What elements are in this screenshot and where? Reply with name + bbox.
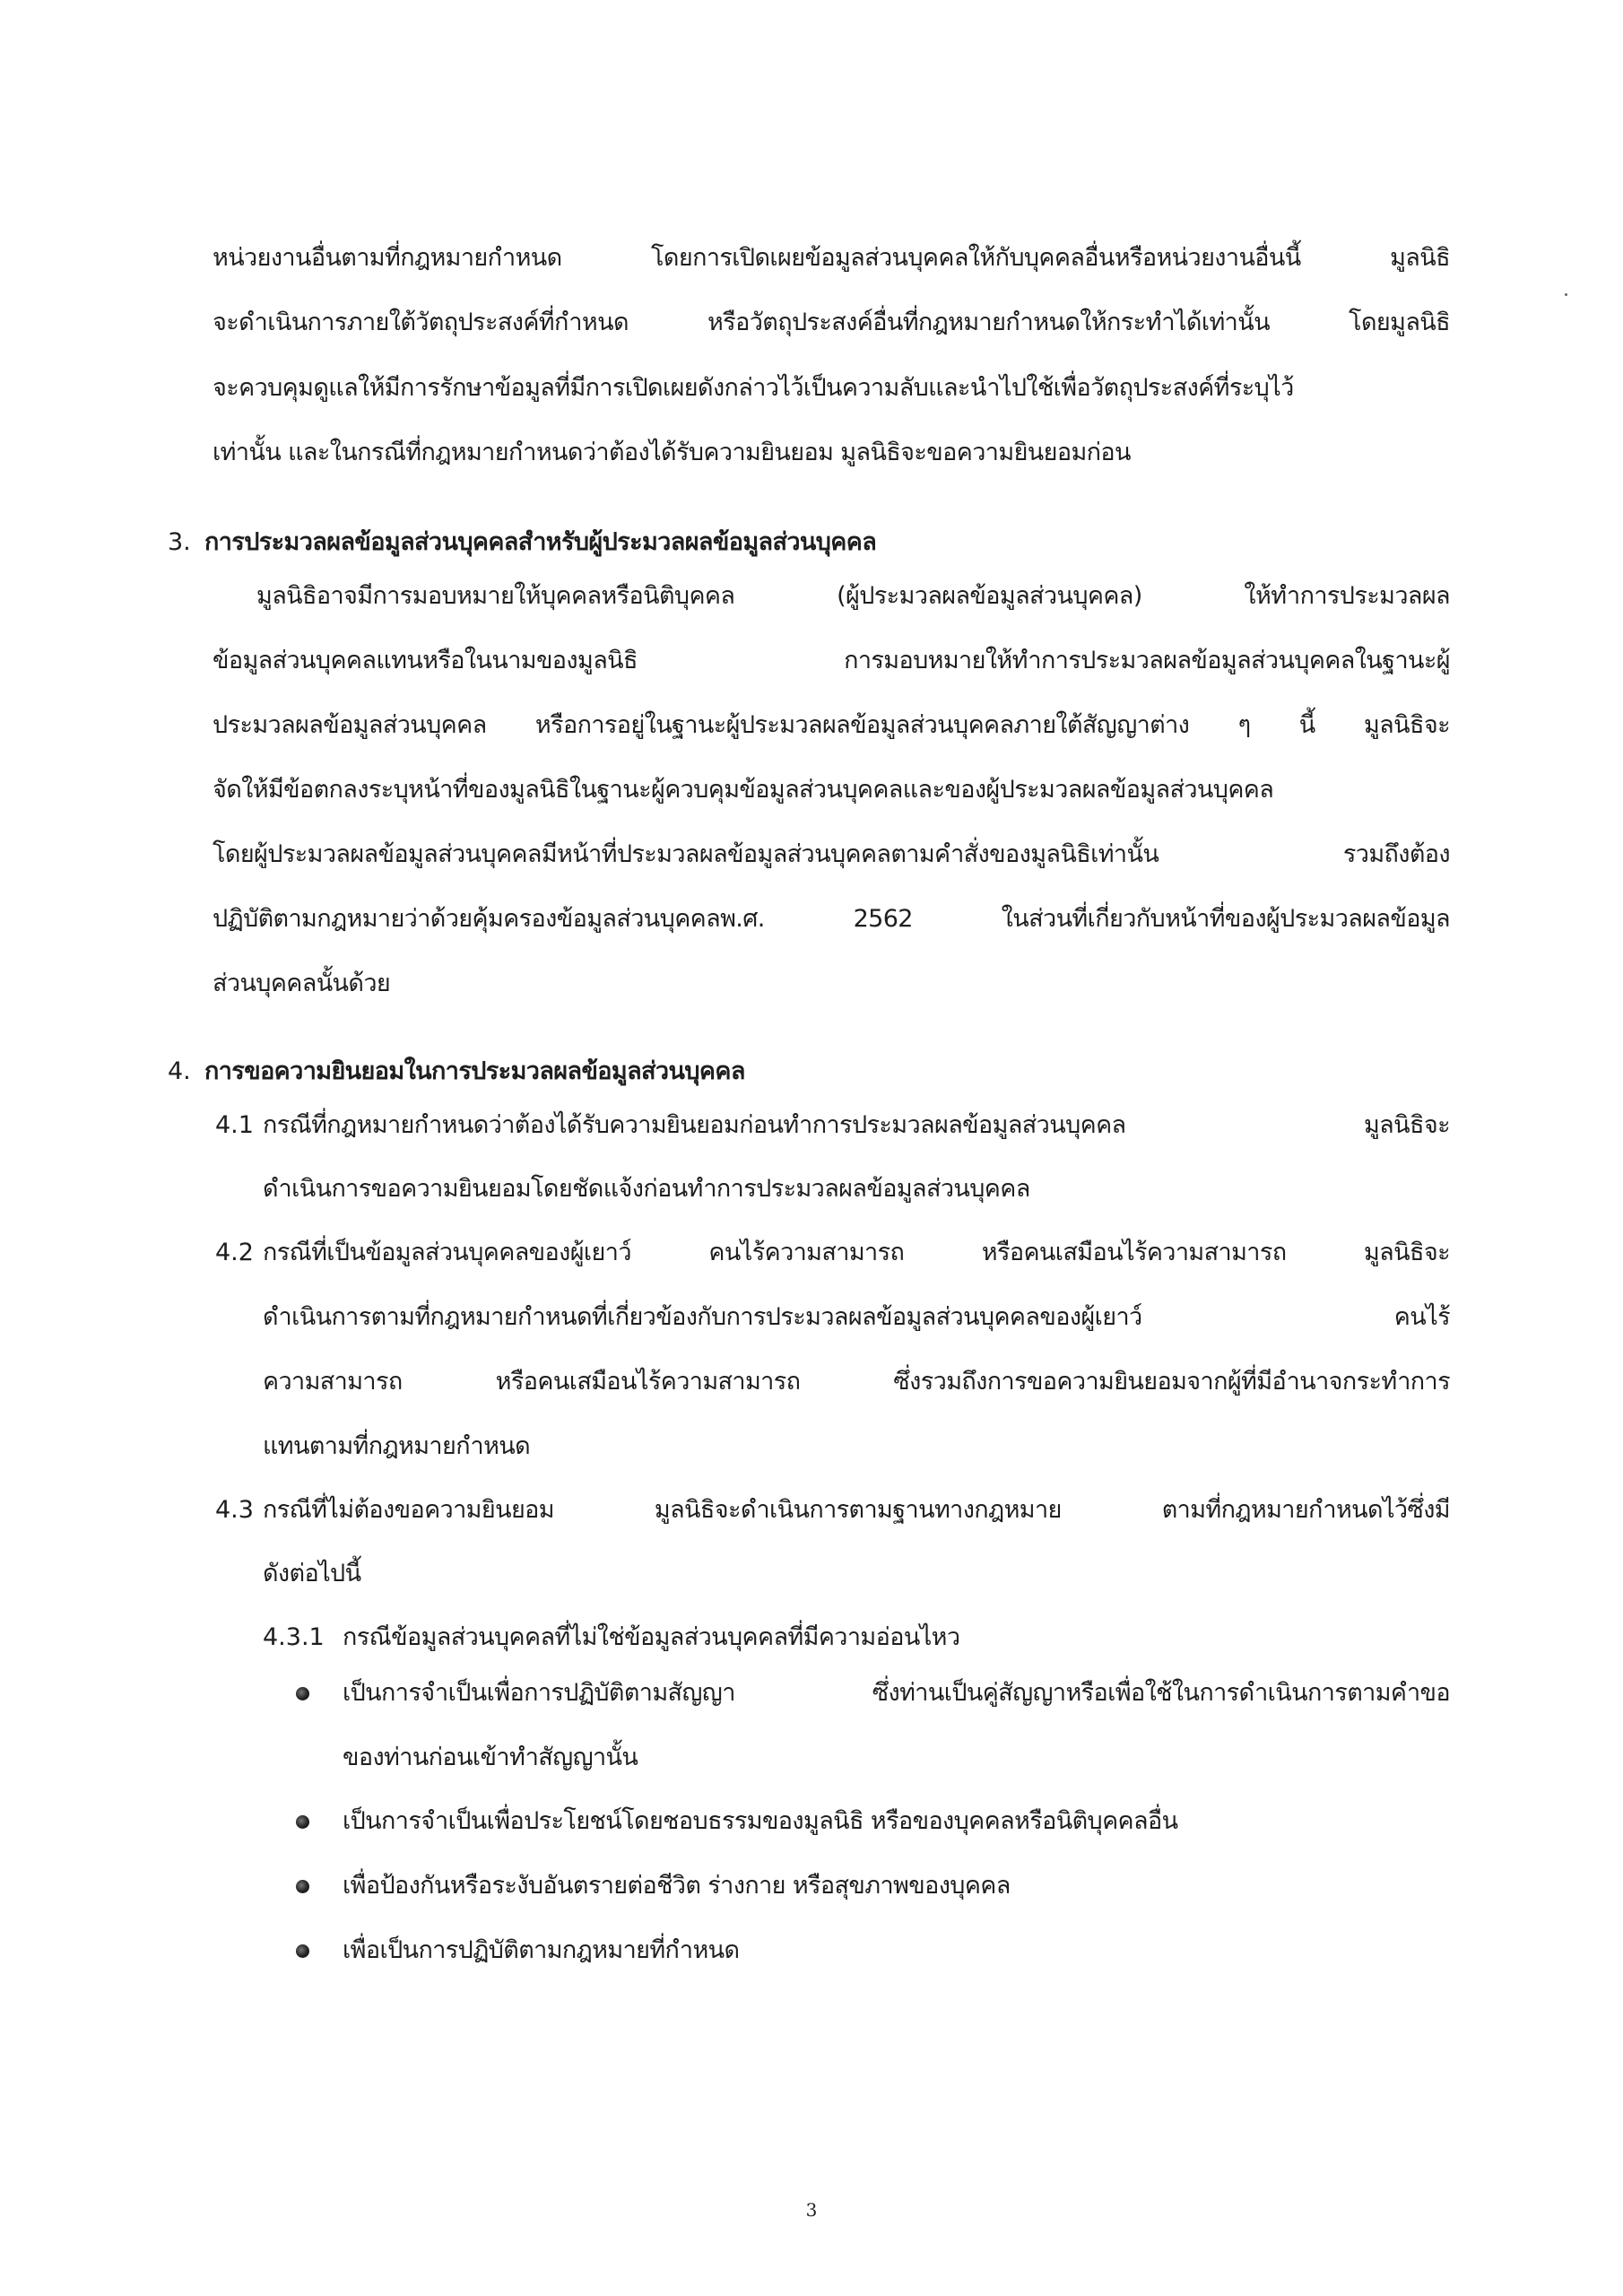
page-number: 3 xyxy=(805,2199,818,2221)
paragraph-line: เท่านั้น และในกรณีที่กฎหมายกำหนดว่าต้องได้รับความยินยอม มูลนิธิจะขอความยินยอมก่อน xyxy=(213,439,1131,466)
section-heading: การขอความยินยอมในการประมวลผลข้อมูลส่วนบุคคล xyxy=(204,1057,745,1085)
bullet-icon xyxy=(296,1944,309,1958)
item-line: กรณีที่กฎหมายกำหนดว่าต้องได้รับความยินยอมก่อนทำการประมวลผลข้อมูลส่วนบุคคล มูลนิธิจะ xyxy=(263,1111,1450,1139)
bullet-line: เพื่อป้องกันหรือระงับอันตรายต่อชีวิต ร่างกาย หรือสุขภาพของบุคคล xyxy=(343,1872,1011,1900)
item-line: ดังต่อไปนี้ xyxy=(263,1560,361,1587)
bullet-icon xyxy=(296,1687,309,1700)
bullet-icon xyxy=(296,1880,309,1893)
item-number: 4.1 xyxy=(215,1111,254,1139)
bullet-icon xyxy=(296,1815,309,1829)
section-number: 3. xyxy=(168,528,191,556)
paragraph-line: ข้อมูลส่วนบุคคลแทนหรือในนามของมูลนิธิ การมอบหมายให้ทำการประมวลผลข้อมูลส่วนบุคคลในฐานะผู้ xyxy=(213,647,1450,674)
paragraph-line: โดยผู้ประมวลผลข้อมูลส่วนบุคคลมีหน้าที่ประมวลผลข้อมูลส่วนบุคคลตามคำสั่งของมูลนิธิเท่านั้น รวมถึงต้อง xyxy=(213,840,1450,868)
scan-speck xyxy=(1565,293,1567,296)
paragraph-line: จะดำเนินการภายใต้วัตถุประสงค์ที่กำหนด หรือวัตถุประสงค์อื่นที่กฎหมายกำหนดให้กระทำได้เท่านั้น โดยมูลนิธิ xyxy=(213,309,1450,336)
bullet-line: เป็นการจำเป็นเพื่อประโยชน์โดยชอบธรรมของมูลนิธิ หรือของบุคคลหรือนิติบุคคลอื่น xyxy=(343,1807,1178,1835)
paragraph-line: จะควบคุมดูแลให้มีการรักษาข้อมูลที่มีการเปิดเผยดังกล่าวไว้เป็นความลับและนำไปใช้เพื่อวัตถุประสงค์ที่ระบุไว้ xyxy=(213,374,1294,402)
paragraph-line: หน่วยงานอื่นตามที่กฎหมายกำหนด โดยการเปิดเผยข้อมูลส่วนบุคคลให้กับบุคคลอื่นหรือหน่วยงานอื่นนี้ มูลนิธิ xyxy=(213,244,1450,272)
paragraph-line: จัดให้มีข้อตกลงระบุหน้าที่ของมูลนิธิในฐานะผู้ควบคุมข้อมูลส่วนบุคคลและของผู้ประมวลผลข้อมูลส่วนบุคคล xyxy=(213,776,1274,804)
section-heading: การประมวลผลข้อมูลส่วนบุคคลสำหรับผู้ประมวลผลข้อมูลส่วนบุคคล xyxy=(204,528,877,556)
item-number: 4.3 xyxy=(215,1496,254,1524)
item-line: ความสามารถ หรือคนเสมือนไร้ความสามารถ ซึ่งรวมถึงการขอความยินยอมจากผู้ที่มีอำนาจกระทำการ xyxy=(263,1368,1450,1396)
item-line: กรณีที่เป็นข้อมูลส่วนบุคคลของผู้เยาว์ คนไร้ความสามารถ หรือคนเสมือนไร้ความสามารถ มูลนิธิจะ xyxy=(263,1239,1450,1266)
item-line: กรณีที่ไม่ต้องขอความยินยอม มูลนิธิจะดำเนินการตามฐานทางกฎหมาย ตามที่กฎหมายกำหนดไว้ซึ่งมี xyxy=(263,1496,1450,1524)
paragraph-line: ประมวลผลข้อมูลส่วนบุคคล หรือการอยู่ในฐานะผู้ประมวลผลข้อมูลส่วนบุคคลภายใต้สัญญาต่าง ๆ นี้ มูลนิธิจะ xyxy=(213,711,1450,739)
subitem-text: กรณีข้อมูลส่วนบุคคลที่ไม่ใช่ข้อมูลส่วนบุคคลที่มีความอ่อนไหว xyxy=(343,1623,960,1651)
item-line: ดำเนินการตามที่กฎหมายกำหนดที่เกี่ยวข้องกับการประมวลผลข้อมูลส่วนบุคคลของผู้เยาว์ คนไร้ xyxy=(263,1303,1450,1331)
bullet-line: ของท่านก่อนเข้าทำสัญญานั้น xyxy=(343,1744,638,1771)
item-line: ดำเนินการขอความยินยอมโดยชัดแจ้งก่อนทำการประมวลผลข้อมูลส่วนบุคคล xyxy=(263,1175,1030,1203)
item-line: แทนตามที่กฎหมายกำหนด xyxy=(263,1432,531,1460)
section-number: 4. xyxy=(168,1057,191,1085)
paragraph-line: ปฏิบัติตามกฎหมายว่าด้วยคุ้มครองข้อมูลส่วนบุคคลพ.ศ. 2562 ในส่วนที่เกี่ยวกับหน้าที่ของผู้ประมวลผลข้อมูล xyxy=(213,905,1450,933)
subitem-number: 4.3.1 xyxy=(263,1623,325,1651)
bullet-line: เพื่อเป็นการปฏิบัติตามกฎหมายที่กำหนด xyxy=(343,1936,740,1964)
bullet-line: เป็นการจำเป็นเพื่อการปฏิบัติตามสัญญา ซึ่งท่านเป็นคู่สัญญาหรือเพื่อใช้ในการดำเนินการตามคำขอ xyxy=(343,1679,1450,1707)
paragraph-line: ส่วนบุคคลนั้นด้วย xyxy=(213,970,391,997)
paragraph-line: มูลนิธิอาจมีการมอบหมายให้บุคคลหรือนิติบุคคล (ผู้ประมวลผลข้อมูลส่วนบุคคล) ให้ทำการประมวลผล xyxy=(256,582,1450,610)
item-number: 4.2 xyxy=(215,1239,254,1266)
